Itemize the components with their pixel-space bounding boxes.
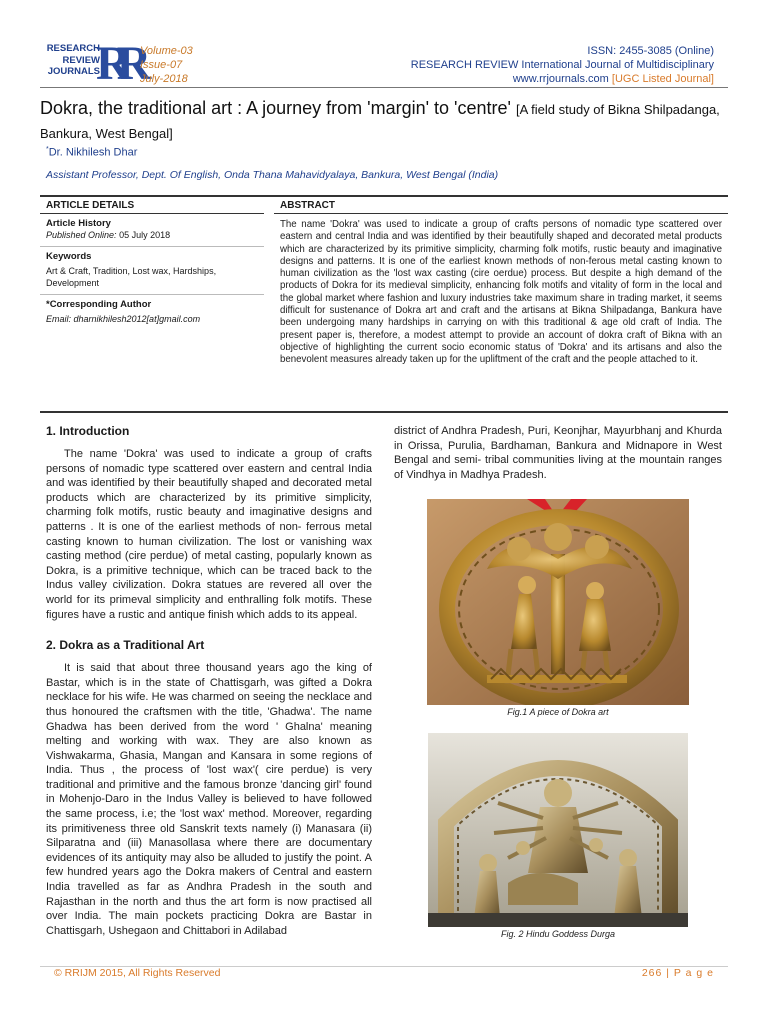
introduction-paragraph: The name 'Dokra' was used to indicate a group of crafts persons of nomadic type scattered over eastern and central India and was identified by their beautifully shaped and decorated metal products which are characterized by its primitive simplicity, charming folk motifs, rustic beauty and imaginative designs and patterns . It is one of the earliest methods of non- ferrous metal casting known to human civilization. The lost or vanishing wax casting method (cire perdue) of metal casting, popularly known as Dokra, is a primitive technique, which can be traced back to the Indus valley civilization. Dokra statues are revered all over the world for its primeval simplicity and enthralling folk motifs. These figures have a rustic and antique finish which adds to its appeal. xyxy=(46,448,372,621)
details-bottom-rule xyxy=(40,411,728,413)
body-column-right xyxy=(394,424,722,482)
traditional-art-heading: 2. Dokra as a Traditional Art xyxy=(46,638,205,653)
figure-1-dokra-art xyxy=(427,499,689,705)
body-column-left xyxy=(46,424,372,938)
author-affiliation: Assistant Professor, Dept. Of English, Onda Thana Mahavidyalaya, Bankura, West Bengal (India) xyxy=(46,169,499,181)
keywords-heading: Keywords xyxy=(46,251,92,262)
footer-copyright: © RRIJM 2015, All Rights Reserved xyxy=(54,967,221,979)
corresponding-author-heading: *Corresponding Author xyxy=(46,299,152,310)
issue: Issue-07 xyxy=(140,59,183,71)
article-details-heading: ARTICLE DETAILS xyxy=(40,197,264,214)
logo-mark: RR xyxy=(96,37,138,90)
logo-line-3: JOURNALS xyxy=(47,66,100,77)
author-email[interactable]: Email: dharnikhilesh2012[at]gmail.com xyxy=(46,314,201,324)
journal-website[interactable]: www.rrjournals.com xyxy=(512,73,609,85)
abstract-text: The name 'Dokra' was used to indicate a group of crafts persons of nomadic type scattered over eastern and central India and was identified by their beautifully shaped and decorated metal products which are characterized by its primitive simplicity, charming folk motifs, rustic beauty and imaginative designs and patterns. It is one of the earliest known methods of non-ferous metal casting known to human civilization as the 'lost wax casting (cire oerdue) process. But despite a high demand of the products of Dokra for its medieval simplicity, enhancing folk motifs and vitality of form in the local and the global market where fashion and luxury industries take maximum share in trading market, it seems difficult for sustenance of Dokra art and craft and the artisans at Bikna Shilpadanga, Bankura have been undergoing many hardships in carrying on with this traditional & age old craft of India. The present paper is, therefore, a modest attempt to provide an account of dokra craft of Bikna with an objective of highlighting the current socio economic status of 'Dokra' and its artisans and also the benevolent measures already taken up for the upliftment of the craft and the people attached to it. xyxy=(280,219,722,366)
continued-paragraph: district of Andhra Pradesh, Puri, Keonjhar, Mayurbhanj and Khurda in Orissa, Purulia, Bardhaman, Bankura and Midnapore in West Bengal and semi- tribal communities living at the mountain ranges of Vindhya in Madhya Pradesh. xyxy=(394,425,722,481)
logo-line-2: REVIEW xyxy=(62,54,100,66)
figure-2-caption: Fig. 2 Hindu Goddess Durga xyxy=(500,929,616,939)
title-subtitle: [A field study of Bikna Shilpadanga, Bankura, West Bengal] xyxy=(40,102,720,141)
volume-info xyxy=(140,44,193,86)
footer-page-number: 266 | P a g e xyxy=(641,967,714,979)
abstract-section xyxy=(274,197,728,367)
issue-date: July-2018 xyxy=(140,73,188,85)
figure-1-caption: Fig.1 A piece of Dokra art xyxy=(507,707,609,717)
journal-logo xyxy=(46,37,146,90)
volume: Volume-03 xyxy=(140,45,193,57)
paper-title xyxy=(40,97,730,145)
published-online xyxy=(46,229,264,241)
abstract-heading: ABSTRACT xyxy=(274,197,728,214)
figure-2-durga xyxy=(428,733,688,927)
author-star: * xyxy=(46,146,49,153)
journal-name: RESEARCH REVIEW International Journal of Multidisciplinary xyxy=(410,59,714,71)
ugc-label: [UGC Listed Journal] xyxy=(611,73,714,85)
published-label: Published Online: xyxy=(46,230,117,240)
traditional-art-paragraph: It is said that about three thousand years ago the king of Bastar, which is in the state of Chattisgarh, was gifted a Dokra necklace for his wife. He was charmed on seeing the necklace and thus honoured the craftsmen with the title, 'Ghadwa'. The name Ghadwa has been derived from the word ' Ghalna' meaning melting and working with wax. They are also known as Vishwakarma, Ghasia, Mangan and Kansara in some regions of India. Thus , the process of 'lost wax'( cire perdue) is very traditional and primitive and the famous bronze 'dancing girl' found in Mohenjo-Daro in the Indus Valley is believed to have followed the same process, i.e; the 'lost wax' method. Moreover, regarding its primitiveness three old Sanskrit texts namely (i) Manasara (ii) Silparatna and (iii) Manasollasa where there are documentary evidences of its antiquity may also be alluded to justify the point. A few hundred years ago the Dokra makers of Central and eastern India travelled as far as Andhra Pradesh in the south and Rajasthan in the north and thus the art form is now practised all over India. The main pockets practicing Dokra are Bastar in Chattisgarh, Ushegaon and Chittabori in Adilabad xyxy=(46,662,372,937)
published-date: 05 July 2018 xyxy=(119,230,171,240)
issn: ISSN: 2455-3085 (Online) xyxy=(587,45,714,57)
article-history-heading: Article History xyxy=(46,218,111,229)
header-divider xyxy=(40,87,728,88)
journal-info xyxy=(411,44,714,86)
article-details xyxy=(40,197,264,325)
logo-line-1: RESEARCH xyxy=(46,43,100,54)
title-main: Dokra, the traditional art : A journey from 'margin' to 'centre' xyxy=(40,98,511,118)
introduction-heading: 1. Introduction xyxy=(46,424,130,438)
author-line xyxy=(46,146,137,159)
keywords-list: Art & Craft, Tradition, Lost wax, Hardships, Development xyxy=(46,266,217,288)
author-name: Dr. Nikhilesh Dhar xyxy=(48,146,138,159)
